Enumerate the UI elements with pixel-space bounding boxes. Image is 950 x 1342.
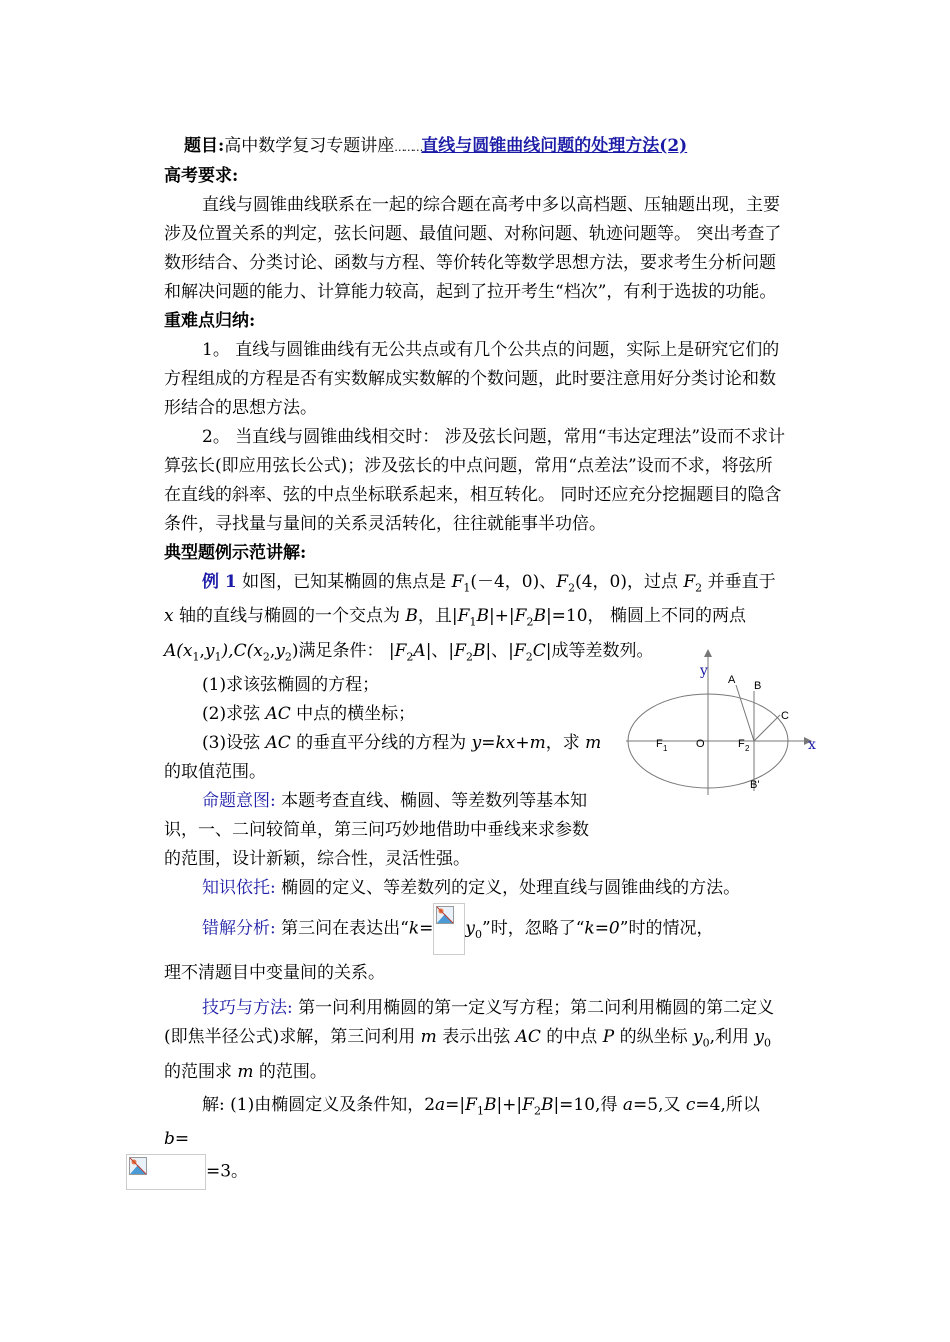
document-page: [164, 132, 816, 1190]
q-text: (3)设弦: [202, 733, 266, 754]
label-f1-sub: 1: [663, 744, 668, 754]
ex-text: (－4，0)、: [470, 572, 557, 592]
sol-text: =|: [445, 1094, 466, 1115]
sym: F: [683, 572, 696, 592]
error-label: 错解分析:: [202, 918, 276, 939]
knowledge-paragraph: [164, 874, 788, 903]
sym: c: [685, 1094, 696, 1115]
title-link[interactable]: 直线与圆锥曲线问题的处理方法(2): [421, 136, 688, 156]
title-prefix: 高中数学复习专题讲座: [224, 136, 395, 156]
sym: m: [420, 1027, 437, 1048]
question-1: (1)求该弦椭圆的方程；: [202, 675, 380, 696]
sym: y: [465, 918, 475, 939]
key-point-2: 2。 当直线与圆锥曲线相交时： 涉及弦长问题，常用“韦达定理法”设而不求计算弦长(即应用弦长公式)；涉及弦长的中点问题，常用“点差法”设而不求，将弦所在直线的斜率、弦的中点坐标联系起来，相互转化。 同时还应充分挖掘题目的隐含条件，寻找量与量间的关系灵活转化，往往就能事半功倍。: [164, 427, 786, 534]
sol-text: 解: (1)由椭圆定义及条件知，2: [202, 1094, 436, 1115]
sym: C: [532, 640, 546, 661]
ex-text: (4，0)，过点: [575, 572, 684, 592]
sym: x: [182, 640, 193, 661]
sym: 1: [469, 615, 477, 629]
ex-text: |、|: [425, 640, 455, 661]
ex-text: |成等差数列。: [545, 640, 654, 661]
q-text: 的取值范围。: [164, 762, 266, 783]
sol-text: =4,所以: [695, 1094, 760, 1115]
tech-text: 的范围求: [164, 1061, 238, 1082]
sym: 2: [533, 1103, 541, 1117]
example-1-label: 例 1: [202, 572, 237, 592]
y-axis-arrow: [704, 649, 712, 657]
sol-text: |+|: [496, 1094, 523, 1115]
title-label: 题目: [184, 136, 218, 156]
sym: B: [540, 1094, 554, 1115]
sym: 2: [406, 650, 414, 664]
sym: B: [533, 606, 546, 627]
broken-image-icon: [129, 1157, 147, 1175]
tech-text: 的中点: [540, 1027, 603, 1048]
intent-label: 命题意图:: [202, 791, 276, 812]
question-2: [164, 700, 614, 729]
section-heading-requirements: 高考要求:: [164, 166, 239, 186]
knowledge-text: 椭圆的定义、等差数列的定义，处理直线与圆锥曲线的方法。: [275, 878, 741, 899]
formula-image-placeholder: [126, 1154, 206, 1190]
ex-text: |、|: [485, 640, 514, 661]
sym: F: [454, 640, 466, 661]
sym: AC: [265, 733, 291, 754]
sol-text: |=10,得: [553, 1094, 623, 1115]
sym: 0: [764, 1036, 772, 1050]
ex-text: ，且|: [417, 606, 458, 627]
tech-text: 表示出弦: [436, 1027, 516, 1048]
sym: F: [513, 640, 526, 661]
tech-text: 第一问利用椭圆的第一定义写方程；第二问利用椭圆的第二定义(即焦半径公式)求解，第三问利用: [164, 998, 775, 1048]
technique-label: 技巧与方法:: [202, 998, 293, 1019]
sym: F: [556, 572, 569, 592]
q-text: 中点的横坐标；: [290, 704, 416, 725]
error-paragraph: [164, 903, 788, 955]
sol-text: =3。: [206, 1161, 249, 1182]
sym: a: [435, 1094, 446, 1115]
section-heading-examples: 典型题例示范讲解:: [164, 543, 307, 563]
title-colon: :: [218, 136, 225, 156]
label-f2: F: [738, 738, 745, 751]
segment-af2: [736, 685, 754, 741]
sym: 1: [214, 650, 222, 664]
ellipse-figure: [626, 647, 826, 797]
section-heading-key-points: 重难点归纳:: [164, 311, 256, 331]
sym: ): [291, 640, 299, 661]
label-a: A: [728, 674, 736, 687]
sym: y: [275, 640, 285, 661]
sym: AC: [515, 1027, 541, 1048]
sym: 1: [463, 581, 471, 595]
q-text: (2)求弦: [202, 704, 266, 725]
sym: x: [253, 640, 263, 661]
sym: ,: [199, 640, 205, 661]
label-c: C: [781, 710, 789, 723]
q-text: ，求: [545, 733, 586, 754]
ex-text: 满足条件： |: [298, 640, 395, 661]
sym: P: [602, 1027, 615, 1048]
sym: y=kx+m: [471, 733, 546, 754]
sym: 2: [284, 650, 292, 664]
question-3: [164, 729, 614, 787]
sym: ,: [269, 640, 276, 661]
sym: 0: [702, 1036, 710, 1050]
label-f2-sub: 2: [745, 744, 750, 754]
sym: 2: [465, 650, 473, 664]
sym: B: [483, 1094, 497, 1115]
sym: 1: [192, 650, 200, 664]
intent-paragraph: [164, 787, 604, 874]
solution-paragraph: [164, 1091, 788, 1190]
sym: 2: [262, 650, 270, 664]
sym: y: [204, 640, 215, 661]
segment-cf2: [754, 715, 780, 741]
technique-paragraph: [164, 994, 788, 1086]
label-f1: F: [656, 738, 663, 751]
sym: y: [692, 1027, 703, 1048]
sym: A: [413, 640, 426, 661]
sym: B: [405, 606, 418, 627]
err-text: ”时，忽略了“: [482, 918, 585, 939]
sym: F: [465, 1094, 477, 1115]
key-point-1: 1。 直线与圆锥曲线有无公共点或有几个公共点的问题，实际上是研究它们的方程组成的方程是否有实数解成实数解的个数问题，此时要注意用好分类讨论和数形结合的思想方法。: [164, 340, 780, 418]
example-1-body: [164, 663, 816, 874]
sym: 0: [475, 928, 482, 942]
ex-text: 轴的直线与椭圆的一个交点为: [173, 606, 406, 627]
sym: F: [451, 572, 464, 592]
tech-text: ,利用: [709, 1027, 755, 1048]
sym: ),C(: [221, 640, 254, 661]
sym: 2: [526, 615, 534, 629]
q-text: 的垂直平分线的方程为: [290, 733, 472, 754]
sym: F: [522, 1094, 534, 1115]
title-line: [164, 132, 788, 162]
tech-text: 的范围。: [253, 1061, 327, 1082]
sym: AC: [265, 704, 291, 725]
sol-text: =5,又: [633, 1094, 686, 1115]
intent-text: 本题考查直线、椭圆、等差数列等基本知识，一、二问较简单，第三问巧妙地借助中垂线来求参数的范围，设计新颖，综合性，灵活性强。: [164, 791, 589, 870]
formula-image-placeholder: [433, 903, 465, 955]
label-y: y: [700, 663, 708, 680]
sym: 2: [525, 650, 533, 664]
sym: F: [514, 606, 527, 627]
sym: B: [476, 606, 489, 627]
ex-text: |+|: [488, 606, 515, 627]
label-o: O: [696, 738, 705, 751]
sym: F: [457, 606, 470, 627]
label-x: x: [808, 737, 816, 754]
sol-text: =: [174, 1128, 190, 1149]
sym: k=0: [584, 918, 620, 939]
sym: F: [394, 640, 407, 661]
err-text: ”时的情况，: [619, 918, 714, 939]
label-b: B: [754, 680, 762, 693]
sym: m: [585, 733, 602, 754]
err-text: 第三问在表达出“: [275, 918, 409, 939]
ex-text: 如图，已知某椭圆的焦点是: [236, 572, 452, 592]
sym: k=: [408, 918, 434, 939]
title-dots: ………: [394, 141, 422, 154]
sym: B: [472, 640, 486, 661]
sym: a: [622, 1094, 634, 1115]
sym: 2: [695, 581, 703, 595]
sym: 2: [568, 581, 576, 595]
ex-text: 并垂直于: [702, 572, 776, 592]
sym: 1: [476, 1103, 484, 1117]
broken-image-icon: [436, 906, 454, 924]
sym: A(: [164, 640, 183, 661]
sym: m: [237, 1061, 254, 1082]
sym: b: [164, 1128, 175, 1149]
tech-text: 的纵坐标: [614, 1027, 693, 1048]
sym: x: [164, 606, 174, 627]
knowledge-label: 知识依托:: [202, 878, 276, 899]
error-paragraph-cont: 理不清题目中变量间的关系。: [164, 963, 385, 984]
label-b-prime: B': [750, 779, 760, 792]
sym: y: [754, 1027, 765, 1048]
requirements-paragraph: 直线与圆锥曲线联系在一起的综合题在高考中多以高档题、压轴题出现，主要涉及位置关系的判定，弦长问题、最值问题、对称问题、轨迹问题等。 突出考查了数形结合、分类讨论、函数与方程、等价转化等数学思想方法，要求考生分析问题和解决问题的能力、计算能力较高，起到了拉开考生“档次”，有利于选拔的功能。: [164, 195, 782, 302]
ex-text: |=10， 椭圆上不同的两点: [545, 606, 746, 627]
